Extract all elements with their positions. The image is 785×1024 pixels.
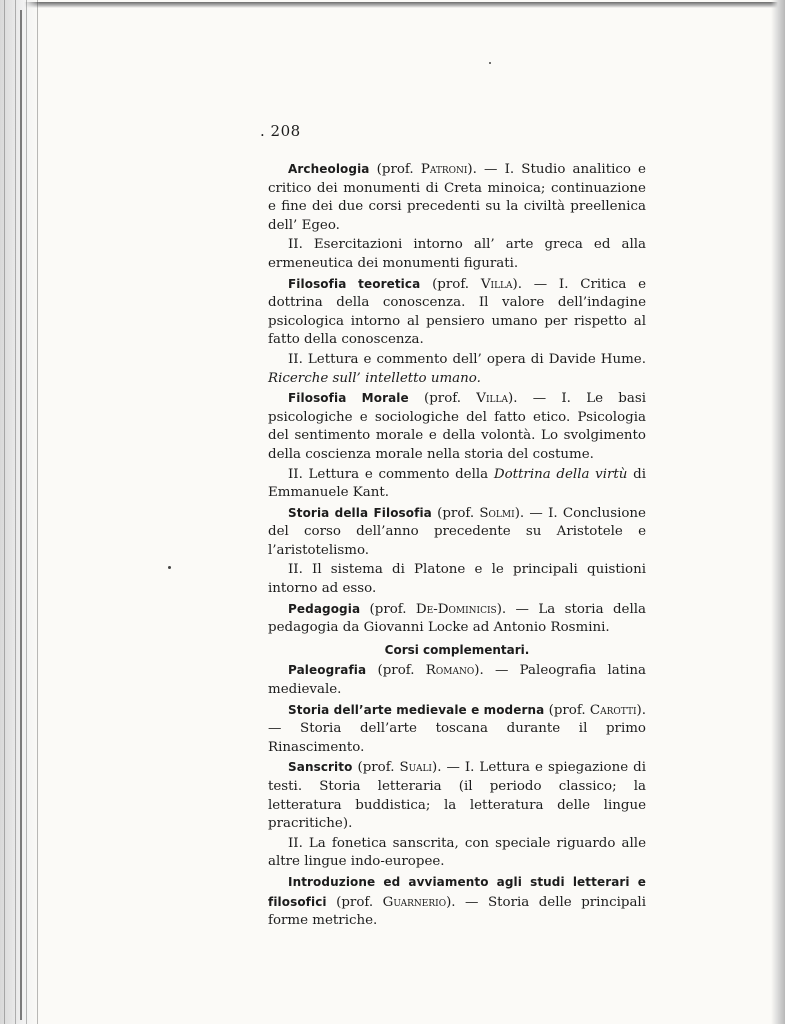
entry-paleografia [268,661,646,699]
course-name: Introduzione ed avviamento agli studi letterari e filosofici [268,874,646,909]
section-heading: Corsi complementari. [384,642,530,657]
course-name: Storia della Filosofia [288,505,432,520]
course-description: ). — I. Critica e dottrina della conoscenza. Il valore dell’indagine psicologica intorno al pensiero umano per rispetto al fatto della conoscenza. [268,276,646,348]
professor-name: Solmi [479,505,515,521]
professor-name: Carotti [589,702,637,718]
course-description: ). — I. Studio analitico e critico dei monumenti di Creta minoica; continuazione e fine dei due corsi precedenti su la civiltà preellenica dell’ Egeo. [268,162,646,233]
course-description: ). — Paleografia latina medievale. [268,663,646,698]
course-description-tail: di Emmanuele Kant. [268,466,646,501]
entry-filosofia-morale [268,389,646,464]
page-number: . 208 [260,122,301,140]
professor-name: Villa [476,391,508,407]
course-name: Paleografia [288,663,367,678]
professor-name: Villa [480,276,513,292]
course-description: ). — La storia della pedagogia da Giovanni Locke ad Antonio Rosmini. [268,601,646,636]
entry-storia-arte [268,701,646,758]
entry-sanscrito [268,758,646,833]
prof-prefix: (prof. [408,391,477,407]
page-number-value: 208 [270,122,301,140]
course-name: Sanscrito [288,760,353,775]
entry-archeologia-part-2 [268,236,646,273]
course-name: Filosofia Morale [288,391,409,406]
course-description: II. Lettura e commento della [288,466,494,482]
entry-filosofia-teoretica [268,275,646,350]
book-title: Dottrina della virtù [493,466,628,482]
entry-storia-filosofia [268,504,646,561]
course-listing [268,160,646,931]
professor-name: Patroni [420,162,468,177]
course-description: II. Il sistema di Platone e le principali quistioni intorno ad esso. [268,562,646,597]
book-title: Ricerche sull’ intelletto umano. [268,370,481,386]
course-name: Filosofia teoretica [288,276,421,291]
scan-speck [168,566,171,569]
course-description: ). — I. Conclusione del corso dell’anno precedente su Aristotele e l’aristotelismo. [268,505,646,558]
prof-prefix: (prof. [326,894,383,910]
binding-line [20,10,22,1020]
page-right-edge [771,0,785,1024]
course-description: ). — Storia delle principali forme metriche. [268,894,646,929]
course-description: ). — Storia dell’arte toscana durante il primo Rinascimento. [268,702,646,755]
professor-name: Guarnerio [382,894,447,910]
entry-storia-filosofia-part-2 [268,561,646,598]
course-description: ). — I. Le basi psicologiche e sociologiche del fatto etico. Psicologia del sentimento morale e della volontà. Lo svolgimento della coscienza morale nella storia del costume. [268,391,646,462]
course-description: ). — I. Lettura e spiegazione di testi. Storia letteraria (il periodo classico; la letteratura buddistica; la letteratura delle lingue pracritiche). [268,760,646,832]
prof-prefix: (prof. [369,162,421,177]
professor-name: De-Dominicis [415,601,497,617]
course-description: II. Esercitazioni intorno all’ arte greca ed alla ermeneutica dei monumenti figurati. [268,237,646,271]
prof-prefix: (prof. [366,663,426,679]
entry-archeologia [268,160,646,235]
entry-sanscrito-part-2 [268,835,646,872]
prof-prefix: (prof. [431,505,480,521]
entry-filosofia-teoretica-part-2 [268,351,646,388]
entry-pedagogia [268,600,646,638]
professor-name: Romano [425,663,475,679]
course-name: Pedagogia [288,601,361,616]
page-top-border [0,2,785,8]
prof-prefix: (prof. [360,601,416,617]
prof-prefix: (prof. [420,276,481,292]
course-name: Storia dell’arte medievale e moderna [288,702,545,717]
prof-prefix: (prof. [544,702,590,718]
entry-filosofia-morale-part-2 [268,466,646,503]
professor-name: Suali [399,760,432,776]
entry-introduzione [268,873,646,931]
course-description: II. La fonetica sanscrita, con speciale riguardo alle altre lingue indo-europee. [268,835,646,870]
prof-prefix: (prof. [352,760,400,776]
scan-speck [489,62,491,64]
course-name: Archeologia [288,162,370,176]
course-description: II. Lettura e commento dell’ opera di Davide Hume. [288,351,646,367]
